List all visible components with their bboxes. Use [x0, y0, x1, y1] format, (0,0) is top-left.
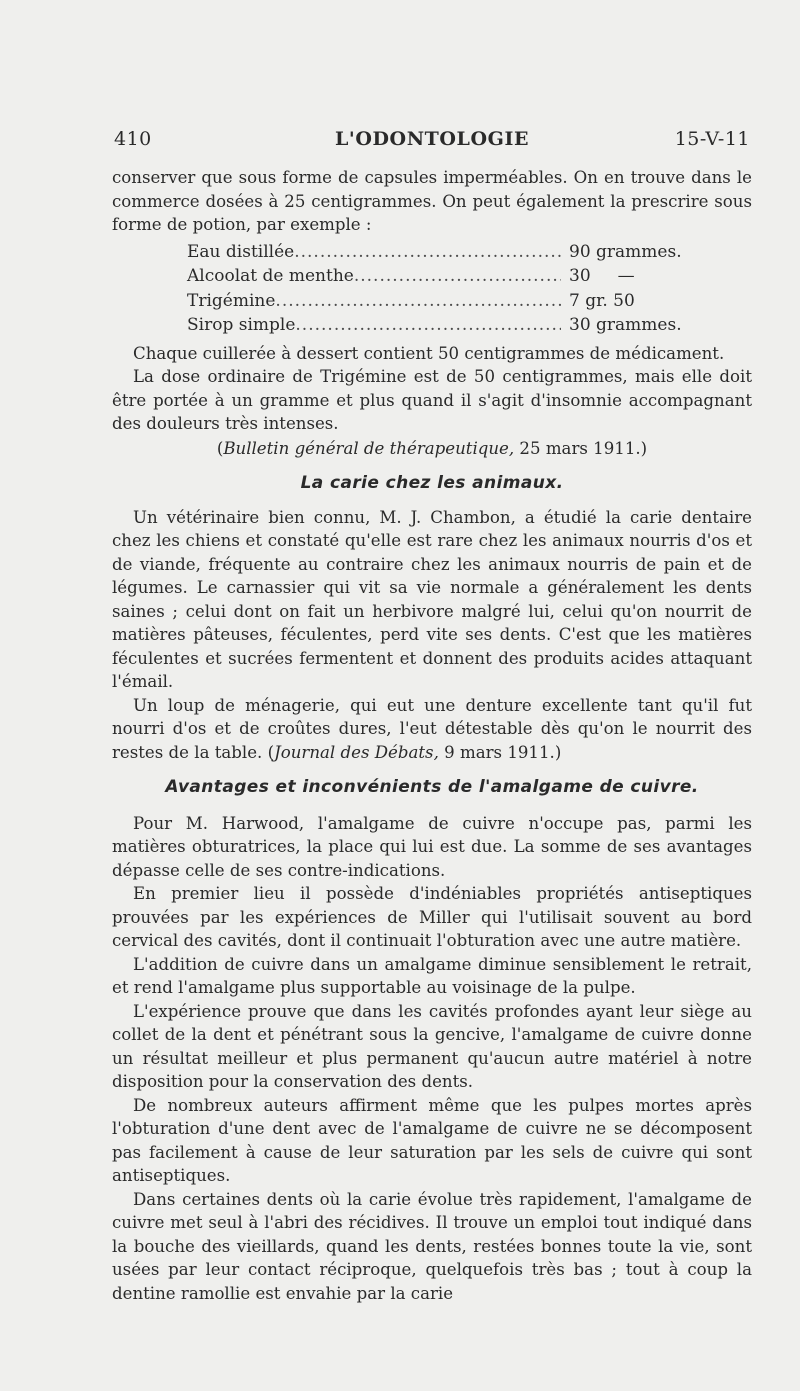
recipe-line [187, 314, 687, 339]
page-number: 410 [114, 128, 152, 150]
body-paragraph: L'expérience prouve que dans les cavités profondes ayant leur siège au collet de la dent et pénétrant sous la gencive, l'amalgame de cuivre donne un résultat meilleur et plus permanent qu'aucun autre matériel à notre disposition pour la conservation des dents. [112, 1001, 752, 1091]
citation-paren: ( [267, 742, 275, 762]
citation-date: 25 mars 1911.) [514, 438, 648, 458]
recipe-table [187, 241, 687, 339]
dot-leader [294, 241, 561, 265]
ingredient-quantity: 30 grammes. [569, 315, 682, 335]
issue-date: 15-V-11 [674, 128, 750, 150]
section-title: La carie chez les animaux. [300, 473, 564, 493]
body-paragraph: En premier lieu il possède d'indéniables propriétés antiseptiques prouvées par les expériences de Miller qui l'utilisait souvent au bord cervical des cavités, dont il continuait l'obturation avec une autre matière. [112, 884, 752, 950]
ingredient-quantity: 30 — [569, 266, 635, 286]
ingredient-quantity: 90 grammes. [569, 241, 682, 262]
dosage-paragraph: Chaque cuillerée à dessert contient 50 centigrammes de médicament. [133, 343, 725, 363]
ingredient-name: Eau distillée [187, 241, 295, 262]
running-title: L'ODONTOLOGIE [334, 128, 530, 150]
page-body [112, 166, 752, 1305]
page-header [114, 128, 750, 158]
section-title: Avantages et inconvénients de l'amalgame de cuivre. [165, 777, 699, 797]
ingredient-name: Alcoolat de menthe [187, 266, 354, 286]
recipe-line [187, 241, 687, 266]
body-paragraph: De nombreux auteurs affirment même que les pulpes mortes après l'obturation d'une dent avec de l'amalgame de cuivre ne se décomposent pas facilement à cause de leur saturation par les sels de cuivre qui sont antiseptiques. [112, 1095, 752, 1185]
body-paragraph: L'addition de cuivre dans un amalgame diminue sensiblement le retrait, et rend l'amalgame plus supportable au voisinage de la pulpe. [112, 954, 752, 997]
ingredient-name: Sirop simple [187, 315, 296, 335]
body-paragraph: Dans certaines dents où la carie évolue très rapidement, l'amalgame de cuivre met seul à l'abri des récidives. Il trouve un emploi tout indiqué dans la bouche des vieillards, quand les dents, restées bonnes toute la vie, sont usées par leur contact réciproque, quelquefois très bas ; tout à coup la dentine ramollie est envahie par la carie [112, 1189, 752, 1303]
ingredient-quantity: 7 gr. 50 [569, 290, 635, 311]
ingredient-name: Trigémine [187, 290, 276, 311]
paragraph-text: Un loup de ménagerie, qui eut une denture excellente tant qu'il fut nourri d'os et de croûtes dures, l'eut détestable dès qu'on le nourrit des restes de la table. [112, 695, 752, 762]
body-paragraph [112, 694, 752, 765]
citation-paren: ( [216, 438, 224, 458]
body-paragraph: Pour M. Harwood, l'amalgame de cuivre n'occupe pas, parmi les matières obturatrices, la place qui lui est due. La somme de ses avantages dépasse celle de ses contre-indications. [112, 813, 752, 880]
citation-source: Journal des Débats, [274, 742, 439, 762]
citation-date: 9 mars 1911.) [438, 742, 562, 762]
recipe-line [187, 290, 687, 315]
recipe-line [187, 265, 687, 290]
body-paragraph: Un vétérinaire bien connu, M. J. Chambon, a étudié la carie dentaire chez les chiens et constaté qu'elle est rare chez les animaux nourris d'os et de viande, fréquente au contraire chez les animaux nourris de pain et de légumes. Le carnassier qui vit sa vie normale a généralement les dents saines ; celui dont on fait un herbivore malgré lui, celui qu'on nourrit de matières pâteuses, féculentes, perd vite ses dents. C'est que les matières féculentes et sucrées fermentent et donnent des produits acides attaquant l'émail. [112, 507, 752, 691]
intro-paragraph: conserver que sous forme de capsules imperméables. On en trouve dans le commerce dosées à 25 centigrammes. On peut également la prescrire sous forme de potion, par exemple : [112, 168, 752, 234]
dosage-paragraph: La dose ordinaire de Trigémine est de 50 centigrammes, mais elle doit être portée à un gramme et plus quand il s'agit d'insomnie accompagnant des douleurs très intenses. [112, 367, 752, 433]
citation-source: Bulletin général de thérapeutique, [223, 438, 515, 458]
citation [112, 437, 752, 461]
dot-leader [295, 314, 561, 338]
dot-leader [275, 290, 561, 314]
dot-leader [354, 265, 561, 289]
